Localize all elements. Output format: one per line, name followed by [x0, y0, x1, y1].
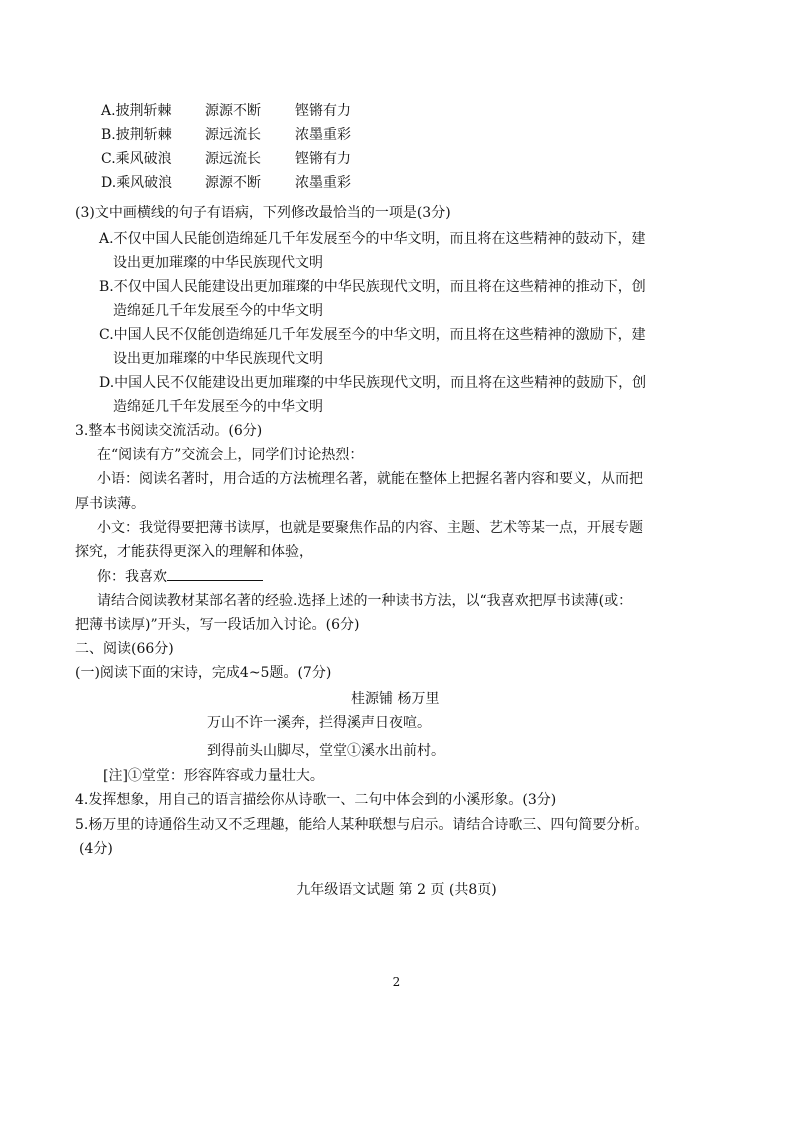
q3-option-c-line2: 设出更加璀璨的中华民族现代文明 [113, 351, 323, 367]
option-b-word3: 浓墨重彩 [295, 127, 351, 143]
poem-line-1: 万山不许一溪奔，拦得溪声日夜喧。 [207, 715, 431, 731]
xiaoyu-line2: 厚书读薄。 [75, 496, 145, 512]
option-c-word3: 铿锵有力 [295, 151, 351, 167]
option-a-word3: 铿锵有力 [295, 103, 351, 119]
your-answer-label: 你：我喜欢 [97, 569, 167, 585]
question-5-line1: 5.杨万里的诗通俗生动又不乏理趣，能给人某种联想与启示。请结合诗歌三、四句简要分析。 [75, 817, 649, 833]
poem-title: 桂源铺 杨万里 [351, 691, 440, 707]
option-d-word2: 源源不断 [205, 175, 261, 191]
q3-option-c-line1: C.中国人民不仅能创造绵延几千年发展至今的中华文明，而且将在这些精神的激励下，建 [99, 327, 646, 343]
option-c-word2: 源远流长 [205, 151, 261, 167]
q3-option-d-line2: 造绵延几千年发展至今的中华文明 [113, 399, 323, 415]
xiaowen-line1: 小文：我觉得要把薄书读厚，也就是要聚焦作品的内容、主题、艺术等某一点，开展专题 [97, 520, 643, 536]
part-2-heading: 二、阅读(66分) [75, 641, 174, 657]
option-b-word2: 源远流长 [205, 127, 261, 143]
page-number: 2 [392, 975, 401, 989]
task-line2: 把薄书读厚)”开头，写一段话加入讨论。(6分) [75, 617, 360, 633]
q3-option-b-line1: B.不仅中国人民能建设出更加璀璨的中华民族现代文明，而且将在这些精神的推动下，创 [99, 279, 646, 295]
q3-option-a-line1: A.不仅中国人民能创造绵延几千年发展至今的中华文明，而且将在这些精神的鼓动下，建 [99, 231, 646, 247]
option-d-word1: D.乘风破浪 [101, 175, 173, 191]
question-5-line2: (4分) [79, 841, 113, 857]
xiaoyu-line1: 小语：阅读名著时，用合适的方法梳理名著，就能在整体上把握名著内容和要义，从而把 [97, 471, 643, 487]
part-2-sub-heading: (一)阅读下面的宋诗，完成4~5题。(7分) [75, 665, 332, 681]
question-3-heading: 3.整本书阅读交流活动。(6分) [75, 423, 263, 439]
page-footer-caption: 九年级语文试题 第 2 页 (共8页) [296, 882, 497, 898]
xiaowen-line2: 探究，才能获得更深入的理解和体验， [75, 544, 313, 560]
discussion-intro: 在“阅读有方”交流会上，同学们讨论热烈： [97, 447, 364, 463]
q3-option-d-line1: D.中国人民不仅能建设出更加璀璨的中华民族现代文明，而且将在这些精神的鼓励下，创 [99, 375, 647, 391]
poem-note: [注]①堂堂：形容阵容或力量壮大。 [103, 768, 324, 784]
option-d-word3: 浓墨重彩 [295, 175, 351, 191]
q3-option-a-line2: 设出更加璀璨的中华民族现代文明 [113, 255, 323, 271]
your-answer-line [97, 566, 263, 588]
option-b-word1: B.披荆斩棘 [101, 127, 172, 143]
q3-option-b-line2: 造绵延几千年发展至今的中华文明 [113, 303, 323, 319]
task-line1: 请结合阅读教材某部名著的经验.选择上述的一种读书方法，以“我喜欢把厚书读薄(或： [97, 593, 633, 609]
option-a-word1: A.披荆斩棘 [101, 103, 172, 119]
poem-line-2: 到得前头山脚尽，堂堂①溪水出前村。 [207, 743, 445, 759]
question-3-stem: (3)文中画横线的句子有语病，下列修改最恰当的一项是(3分) [75, 205, 451, 221]
question-4: 4.发挥想象，用自己的语言描绘你从诗歌一、二句中体会到的小溪形象。(3分) [75, 792, 557, 808]
option-a-word2: 源源不断 [205, 103, 261, 119]
answer-blank[interactable] [167, 566, 263, 581]
option-c-word1: C.乘风破浪 [101, 151, 172, 167]
